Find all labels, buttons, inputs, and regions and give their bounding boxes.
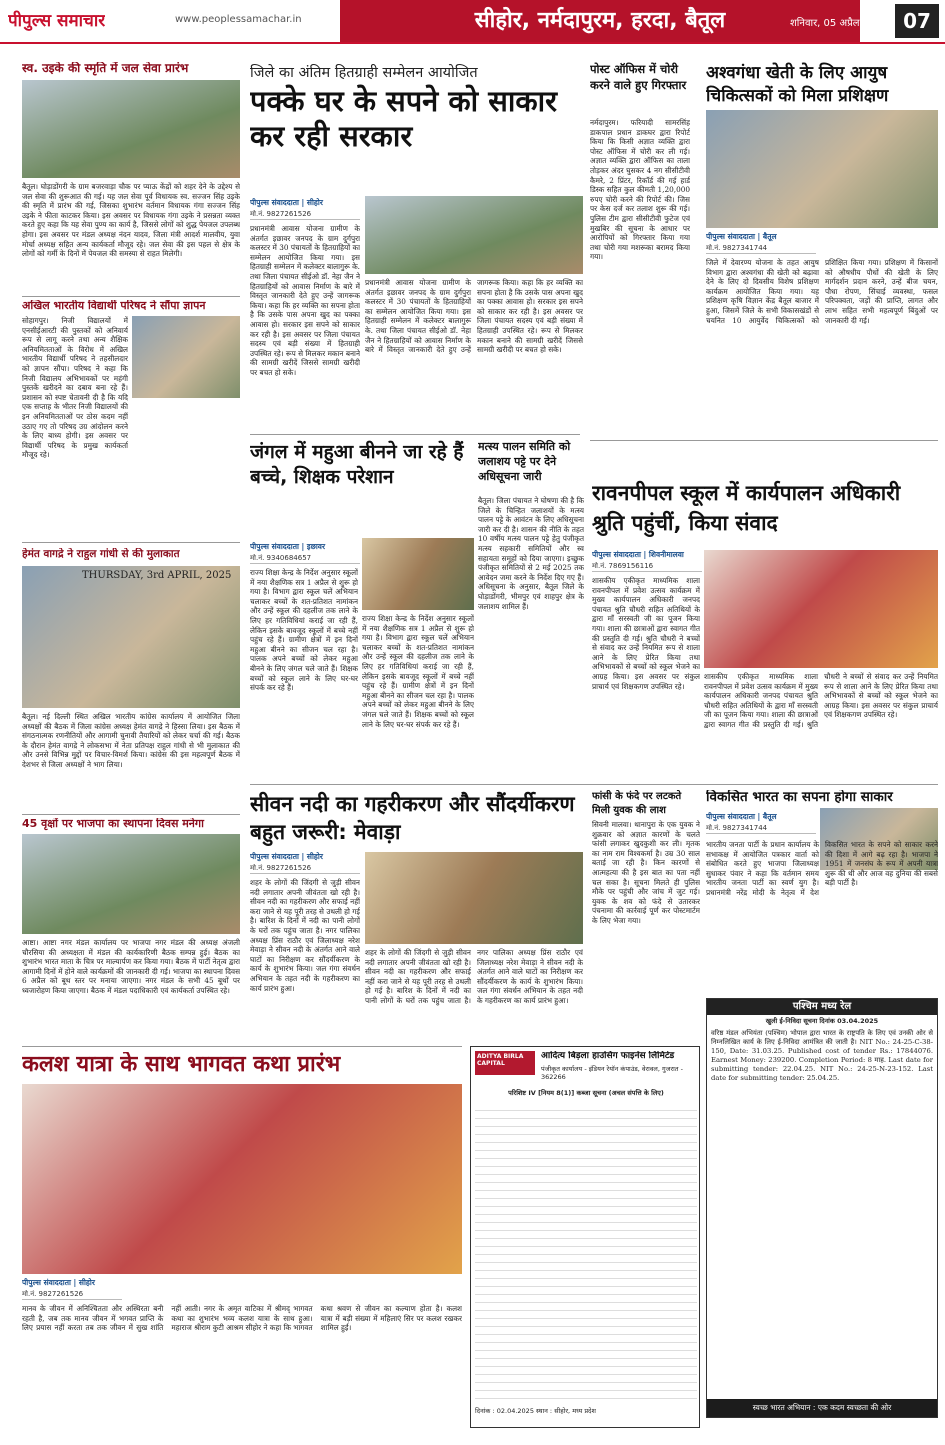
- hemant-photo-caption: THURSDAY, 3rd APRIL, 2025: [82, 570, 232, 581]
- aditya-birla-table: [475, 1103, 697, 1403]
- seevan-body: शहर के लोगों की जिंदगी से जुड़ी सीवन नदी लगातार अपनी जीवंतता खो रही है। सीवन नदी का गहरीकरण और सफाई नहीं करा जाने से यह पूरी तरह से उथली हो गई है। बारिश के दिनों में नदी का पानी लोगों के घरों तक पहुंच जाता है। नगर पालिका अध्यक्ष प्रिंस राठौर एवं जिलाध्यक्ष नरेश मेवाड़ा ने सीवन नदी के अंतर्गत आने वाले घाटों का निरीक्षण कर सौंदर्यीकरण के कार्य के शुभारंभ किया। जल गंगा संवर्धन अभियान के तहत नदी के गहरीकरण का कार्य प्रारंभ हुआ।: [250, 878, 360, 993]
- viksit-mobile: मो.नं. 9827341744: [706, 824, 816, 834]
- abvp-body: सोहागपुर। निजी विद्यालयों में एनसीईआरटी की पुस्तकों को अनिवार्य रूप से लागू करने तथा अन्य शैक्षिक अनियमितताओं के विरोध में अखिल भारतीय विद्यार्थी परिषद ने तहसीलदार को ज्ञापन सौंपा। परिषद ने कहा कि निजी विद्यालय अभिभावकों पर महंगी पुस्तकें खरीदने का दबाव बना रहे हैं। प्रशासन को स्पष्ट चेतावनी दी है कि यदि एक सप्ताह के भीतर निजी विद्यालयों की इन अनियमितताओं पर ठोस कदम नहीं उठाए गए तो परिषद उग्र आंदोलन करने के लिए बाध्य होगी। इस अवसर पर विद्यार्थी परिषद के प्रमुख कार्यकर्ता मौजूद रहे।: [22, 316, 128, 460]
- divider: [22, 296, 240, 297]
- matsya-headline: मत्स्य पालन समिति को जलाशय पट्टे पर देने अधिसूचना जारी: [478, 440, 571, 483]
- kalash-headline: कलश यात्रा के साथ भागवत कथा प्रारंभ: [22, 1052, 341, 1077]
- railway-slogan: स्वच्छ भारत अभियान : एक कदम स्वच्छता की ओर: [707, 1399, 937, 1417]
- post-office-body: नर्मदापुरम। फरियादी सामरसिंह डाकपाल प्रधान डाकघर द्वारा रिपोर्ट किया कि किसी अज्ञात व्यक्ति द्वारा पोस्ट ऑफिस में चोरी कर ली गई। अज्ञात व्यक्ति द्वारा ऑफिस का ताला तोड़कर अंदर घुसकर 4 नग सीसीटीवी कैमरे, 2 प्रिंटर, रिकॉर्ड की गई हार्ड डिस्क सहित कुल कीमती 1,20,000 रुपए चोरी करने की रिपोर्ट की। जिस पर केस दर्ज कर तलाश शुरू की गई। पुलिस टीम द्वारा सीसीटीवी फुटेज एवं मुखबिर की सूचना के आधार पर आरोपियों को गिरफ्तार किया गया तथा चोरी गया मशरूका बरामद किया गया।: [590, 118, 690, 262]
- byline-location: सीहोर: [78, 1278, 95, 1287]
- kalash-photo: [22, 1084, 462, 1274]
- aditya-birla-title: आदित्य बिड़ला हाउसिंग फाइनेंस लिमिटेड: [541, 1051, 675, 1061]
- ravanpipal-headline: रावनपीपल स्कूल में कार्यपालन अधिकारी श्रुति पहुंचीं, किया संवाद: [592, 481, 901, 536]
- byline-name: पीपुल्स संवाददाता: [250, 542, 299, 551]
- jal-seva-photo: [22, 80, 240, 178]
- seevan-body-cont: शहर के लोगों की जिंदगी से जुड़ी सीवन नदी लगातार अपनी जीवंतता खो रही है। सीवन नदी का गहरीकरण और सफाई नहीं करा जाने से यह पूरी तरह से उथली हो गई है। बारिश के दिनों में नदी का पानी लोगों के घरों तक पहुंच जाता है। नगर पालिका अध्यक्ष प्रिंस राठौर एवं जिलाध्यक्ष नरेश मेवाड़ा ने सीवन नदी के अंतर्गत आने वाले घाटों का निरीक्षण कर सौंदर्यीकरण के कार्य के शुभारंभ किया। जल गंगा संवर्धन अभियान के तहत नदी के गहरीकरण का कार्य प्रारंभ हुआ।: [365, 948, 583, 1005]
- seevan-photo: [365, 852, 583, 944]
- railway-body: वरिष्ठ मंडल अभियंता (पश्चिम) भोपाल द्वारा भारत के राष्ट्रपति के लिए एवं उनकी ओर से निम्नलिखित कार्य के लिए ई-निविदा आमंत्रित की जाती है। NIT No.: 24-25-C-38-150, Date: 31.03.25. Published cost of tender Rs.: 17844076. Earnest Money: 239200. Completion Period: 8 माह. Last date for submitting tender: 22.04.25. NIT No.: 24-25-N-23-152. Last date for submitting tender: 25.04.25.: [711, 1029, 933, 1082]
- ashwagandha-byline: पीपुल्स संवाददाता | बैतूल: [706, 232, 777, 241]
- aditya-birla-subtitle: पंजीकृत कार्यालय - इंडियन रेयॉन कंपाउंड, वेरावल, गुजरात - 362266: [541, 1065, 683, 1081]
- seevan-headline: सीवन नदी का गहरीकरण और सौंदर्यीकरण बहुत जरूरी: मेवाड़ा: [250, 792, 575, 845]
- divider: [22, 542, 240, 543]
- railway-subheader: खुली ई-निविदा सूचना दिनांक 03.04.2025: [765, 1017, 879, 1025]
- ravanpipal-body: शासकीय एकीकृत माध्यमिक शाला रावनपीपल में प्रवेश उत्सव कार्यक्रम में मुख्य कार्यपालन अधिकारी जनपद पंचायत श्रुति चौधरी सहित अतिथियों के द्वारा माँ सरस्वती जी का पूजन किया गया। शाला की छात्राओं द्वारा स्वागत गीत की प्रस्तुति दी गई। श्रुति चौधरी ने बच्चों से संवाद कर उन्हें नियमित रूप से शाला आने के लिए प्रेरित किया तथा अभिभावकों से बच्चों को स्कूल भेजने का आग्रह किया। इस अवसर पर संकुल प्राचार्य एवं शिक्षकगण उपस्थित रहे।: [592, 576, 700, 691]
- ashwagandha-headline: अश्वगंधा खेती के लिए आयुष चिकित्सकों को मिला प्रशिक्षण: [706, 63, 889, 106]
- post-office-headline: पोस्ट ऑफिस में चोरी करने वाले हुए गिरफ्तार: [590, 62, 687, 92]
- hemant-photo: [22, 566, 240, 708]
- divider: [250, 784, 938, 785]
- pakke-ghar-headline: पक्के घर के सपने को साकार कर रही सरकार: [250, 84, 558, 153]
- aditya-birla-footer: दिनांक : 02.04.2025 स्थान : सीहोर, मध्य प्रदेश: [475, 1407, 596, 1415]
- fansi-headline: फांसी के फंदे पर लटकते मिली युवक की लाश: [592, 791, 682, 816]
- hemant-body: बैतूल। नई दिल्ली स्थित अखिल भारतीय कांग्रेस कार्यालय में आयोजित जिला अध्यक्षों की बैठक में जिला कांग्रेस अध्यक्ष हेमंत वागद्रे ने हिस्सा लिया। इस बैठक में संगठनात्मक रणनीतियों और आगामी चुनावी तैयारियों को लेकर चर्चा की गई। बैठक के दौरान हेमंत वागद्रे ने लोकसभा में नेता प्रतिपक्ष राहुल गांधी से भी मुलाकात की और उनसे विभिन्न मुद्दों पर विचार-विमर्श किया। कांग्रेस की इस महत्वपूर्ण बैठक में देशभर से जिला अध्यक्षों ने भाग लिया।: [22, 712, 240, 769]
- edition-banner: सीहोर, नर्मदापुरम, हरदा, बैतूल: [340, 0, 860, 42]
- mahua-byline: पीपुल्स संवाददाता | इछावर: [250, 542, 326, 551]
- byline-name: पीपुल्स संवाददाता: [250, 198, 299, 207]
- ravanpipal-photo: [704, 550, 938, 668]
- mahua-body-cont: राज्य शिक्षा केन्द्र के निर्देश अनुसार स्कूलों में नया शैक्षणिक सत्र 1 अप्रैल से शुरू हो गया है। विभाग द्वारा स्कूल चलें अभियान चलाकर बच्चों के शत-प्रतिशत नामांकन और उन्हें स्कूल की दहलीज तक लाने के लिए हर गतिविधियां कराई जा रही हैं, लेकिन इसके बावजूद स्कूलों में बच्चे नहीं पहुंच रहे हैं। ग्रामीण क्षेत्रों में इन दिनों महुआ बीनने का सीजन चल रहा है। पालक अपने बच्चों को लेकर महुआ बीनने के लिए जंगल चले जाते हैं। शिक्षक बच्चों को स्कूल लाने के लिए घर-घर संपर्क कर रहे हैं।: [362, 614, 474, 729]
- viksit-headline: विकसित भारत का सपना होगा साकार: [706, 790, 893, 805]
- divider: [22, 1046, 462, 1047]
- byline-name: पीपुल्स संवाददाता: [706, 232, 755, 241]
- ashwagandha-body: जिले में देवारण्य योजना के तहत आयुष विभाग द्वारा अश्वगंधा की खेती को बढ़ावा देने के लिए दो दिवसीय विशेष प्रशिक्षण कार्यक्रम आयोजित किया गया। यह प्रशिक्षण कृषि विज्ञान केंद्र बैतूल बाजार में हुआ, जिसमें जिले के सभी विकासखंडों से चयनित 10 आयुर्वेद चिकित्सकों को प्रशिक्षित किया गया। प्रशिक्षण में किसानों को औषधीय पौधों की खेती के लिए मार्गदर्शन प्रदान करने, उन्हें बीज चयन, पौधा रोपण, सिंचाई व्यवस्था, फसल परिपक्वता, जड़ों की प्राप्ति, लागत और लाभ सहित सभी महत्वपूर्ण बिंदुओं पर जानकारी दी गई।: [706, 258, 938, 325]
- seevan-mobile: मो.नं. 9827261526: [250, 864, 360, 874]
- newspaper-logo: पीपुल्स समाचार: [8, 11, 106, 31]
- mahua-headline: जंगल में महुआ बीनने जा रहे हैं बच्चे, शिक्षक परेशान: [250, 441, 464, 488]
- aditya-birla-ad: [470, 1046, 700, 1428]
- ravanpipal-mobile: मो.नं. 7869156116: [592, 562, 702, 572]
- jal-seva-body: बैतूल। घोड़ाडोंगरी के ग्राम बजरवाड़ा चौक पर प्याऊ केंद्रों को शहर देने के उद्देश्य से जल सेवा की शुरूआत की गई। यह जल सेवा पूर्व विधायक स्व. सज्जन सिंह उइके की स्मृति में प्रारंभ की गई, जिसका शुभारंभ वर्तमान विधायक गंगा सज्जन सिंह उइके ने फीता काटकर किया। इस अवसर पर विधायक गंगा उइके ने प्रसन्नता व्यक्त करते हुए कहा कि यह सेवा पुण्य का कार्य है, जिससे लोगों को शुद्ध पेयजल उपलब्ध होगा। इस अवसर पर मंडल अध्यक्ष नंदन यादव, जिला मंत्री आदर्श मालवीय, युवा मोर्चा अध्यक्ष सहित अन्य कार्यकर्ता मौजूद रहे। जल सेवा की इस पहल से क्षेत्र के लोगों को गर्मी के दिनों में पेयजल की समस्या से राहत मिलेगी।: [22, 182, 240, 259]
- mahua-photo: [362, 538, 474, 610]
- viksit-byline: पीपुल्स संवाददाता | बैतूल: [706, 812, 777, 821]
- abvp-headline: अखिल भारतीय विद्यार्थी परिषद ने सौंपा ज्ञापन: [22, 300, 206, 312]
- railway-header: पश्चिम मध्य रेल: [707, 999, 937, 1015]
- byline-location: सीहोर: [306, 198, 323, 207]
- page-number: 07: [895, 4, 939, 38]
- kalash-mobile: मो.नं. 9827261526: [22, 1290, 122, 1300]
- hemant-headline: हेमंत वागद्रे ने राहुल गांधी से की मुलाकात: [22, 548, 180, 560]
- viksit-body: भारतीय जनता पार्टी के प्रधान कार्यालय के सभाकक्ष में आयोजित पत्रकार वार्ता को संबोधित करते हुए भाजपा जिलाध्यक्ष सुधाकर पंवार ने कहा कि वर्तमान समय भारतीय जनता पार्टी का स्वर्ण युग है। प्रधानमंत्री नरेंद्र मोदी के नेतृत्व में देश विकसित भारत के सपने को साकार करने की दिशा में आगे बढ़ रहा है। भाजपा ने 1951 में जनसंघ के रूप में अपनी यात्रा शुरू की थी और आज वह दुनिया की सबसे बड़ी पार्टी है।: [706, 840, 938, 897]
- pakke-ghar-photo: [365, 196, 583, 274]
- edition-date: शनिवार, 05 अप्रैल 2025: [790, 18, 889, 29]
- masthead: [0, 0, 945, 44]
- kalash-byline: पीपुल्स संवाददाता | सीहोर: [22, 1278, 95, 1287]
- pakke-ghar-mobile: मो.नं. 9827261526: [250, 210, 360, 220]
- byline-location: इछावर: [306, 542, 326, 551]
- matsya-body: बैतूल। जिला पंचायत ने घोषणा की है कि जिले के चिन्हित जलाशयों के मत्स्य पालन पट्टे के आवंटन के लिए अधिसूचना जारी कर दी है। शासन की नीति के तहत 10 वर्षीय मत्स्य पालन पट्टे हेतु पंजीकृत मत्स्य सहकारी समितियों और स्व सहायता समूहों को दिया जाएगा। इच्छुक पंजीकृत समितियों से 2 मई 2025 तक आवेदन जमा करने के निर्देश दिए गए हैं। अधिसूचना के अनुसार, बैतूल जिले के घोड़ाडोंगरी, भीमपुर एवं शाहपुर क्षेत्र के जलाशय शामिल हैं।: [478, 496, 584, 611]
- sthapna-body: आष्टा। आष्टा नगर मंडल कार्यालय पर भाजपा नगर मंडल की अध्यक्ष अंजली चौरसिया की अध्यक्षता में मंडल की कार्यकारिणी बैठक सम्पन्न हुई। बैठक का शुभारंभ भारत माता के चित्र पर माल्यार्पण कर किया गया। बैठक में पार्टी नेतृत्व द्वारा आगामी दिनों में होने वाले कार्यक्रमों की जानकारी दी गई। भाजपा का स्थापना दिवस 6 अप्रैल को बूथ स्तर पर मनाया जाएगा। नगर मंडल के सभी 45 बूथों पर ध्वजारोहण किया जाएगा। बैठक में मंडल पदाधिकारी एवं कार्यकर्ता उपस्थित रहे।: [22, 938, 240, 995]
- divider: [590, 440, 938, 441]
- railway-tender-ad: [706, 998, 938, 1418]
- byline-location: बैतूल: [762, 232, 777, 241]
- website-link[interactable]: www.peoplessamachar.in: [175, 14, 302, 25]
- ravanpipal-body-cont: शासकीय एकीकृत माध्यमिक शाला रावनपीपल में प्रवेश उत्सव कार्यक्रम में मुख्य कार्यपालन अधिकारी जनपद पंचायत श्रुति चौधरी सहित अतिथियों के द्वारा माँ सरस्वती जी का पूजन किया गया। शाला की छात्राओं द्वारा स्वागत गीत की प्रस्तुति दी गई। श्रुति चौधरी ने बच्चों से संवाद कर उन्हें नियमित रूप से शाला आने के लिए प्रेरित किया तथा अभिभावकों से बच्चों को स्कूल भेजने का आग्रह किया। इस अवसर पर संकुल प्राचार्य एवं शिक्षकगण उपस्थित रहे।: [704, 672, 938, 729]
- abvp-photo: [132, 316, 240, 398]
- divider: [22, 814, 240, 815]
- mahua-body: राज्य शिक्षा केन्द्र के निर्देश अनुसार स्कूलों में नया शैक्षणिक सत्र 1 अप्रैल से शुरू हो गया है। विभाग द्वारा स्कूल चलें अभियान चलाकर बच्चों के शत-प्रतिशत नामांकन और उन्हें स्कूल की दहलीज तक लाने के लिए हर गतिविधियां कराई जा रही हैं, लेकिन इसके बावजूद स्कूलों में बच्चे नहीं पहुंच रहे हैं। ग्रामीण क्षेत्रों में इन दिनों महुआ बीनने का सीजन चल रहा है। पालक अपने बच्चों को लेकर महुआ बीनने के लिए जंगल चले जाते हैं। शिक्षक बच्चों को स्कूल लाने के लिए घर-घर संपर्क कर रहे हैं।: [250, 568, 358, 693]
- fansi-body: सिवनी मालवा। थानापुरा के एक युवक ने शुक्रवार को अज्ञात कारणों के चलते फांसी लगाकर खुदकुशी कर ली। मृतक का नाम राम विश्वकर्मा है। उम्र 30 साल बताई जा रही है। किन कारणों से आत्महत्या की है इस बात का पता नहीं चल सका है। सूचना मिलते ही पुलिस मौके पर पहुंची और जांच में जुट गई। युवक के शव को फंदे से उतारकर पंचनामा की कार्रवाई पूर्ण कर पोस्टमार्टम के लिए भेजा गया।: [592, 820, 700, 925]
- byline-location: बैतूल: [762, 812, 777, 821]
- kalash-body: मानव के जीवन में अनिश्चितता और अस्थिरता बनी रहती है, जब तक मानव जीवन में भगवत प्राप्ति के लिए प्रयास नहीं करता तब तक जीवन में सुख शांति नहीं आती। नगर के अमृत वाटिका में श्रीमद् भागवत कथा का शुभारंभ भव्य कलश यात्रा के साथ हुआ। महाराज श्रीराम कुटी आश्रम सीहोर ने कहा कि भागवत कथा श्रवण से जीवन का कल्याण होता है। कलश यात्रा में बड़ी संख्या में महिलाएं सिर पर कलश रखकर शामिल हुईं।: [22, 1304, 462, 1333]
- pakke-ghar-byline: पीपुल्स संवाददाता | सीहोर: [250, 198, 323, 207]
- byline-name: पीपुल्स संवाददाता: [22, 1278, 71, 1287]
- ashwagandha-mobile: मो.नं. 9827341744: [706, 244, 816, 254]
- aditya-birla-logo: ADITYA BIRLA CAPITAL: [475, 1051, 535, 1075]
- seevan-byline: पीपुल्स संवाददाता | सीहोर: [250, 852, 323, 861]
- byline-name: पीपुल्स संवाददाता: [250, 852, 299, 861]
- divider: [250, 434, 580, 435]
- byline-name: पीपुल्स संवाददाता: [592, 550, 641, 559]
- sthapna-photo: [22, 834, 240, 934]
- pakke-ghar-body-cont: प्रधानमंत्री आवास योजना ग्रामीण के अंतर्गत इछावर जनपद के ग्राम दुर्गपुरा कलस्टर में 30 पंचायतों के हितग्राहियों का सम्मेलन आयोजित किया गया। इस हितग्राही सम्मेलन में कलेक्टर बालागुरू के. तथा जिला पंचायत सीईओ डॉ. नेहा जैन ने हितग्राहियों को आवास निर्माण के बारे में विस्तृत जानकारी देते हुए उन्हें जागरूक किया। कहा कि हर व्यक्ति का सपना होता है कि उसके पास अपना खुद का पक्का आवास हो। सरकार इस सपने को साकार कर रही है। इस अवसर पर जिला पंचायत सदस्य एवं बड़ी संख्या में हितग्राही उपस्थित रहे। रूप से मिलकर मकान बनाने की सामग्री खरीदें जिससे सामग्री खरीदी पर बचत हो सके।: [365, 278, 583, 355]
- jal-seva-headline: स्व. उइके की स्मृति में जल सेवा प्रारंभ: [22, 62, 189, 75]
- sthapna-headline: 45 वृक्षों पर भाजपा का स्थापना दिवस मनेगा: [22, 818, 204, 830]
- byline-name: पीपुल्स संवाददाता: [706, 812, 755, 821]
- ravanpipal-byline: पीपुल्स संवाददाता | शिवनीमालवा: [592, 550, 684, 559]
- byline-location: शिवनीमालवा: [648, 550, 684, 559]
- pakke-ghar-body: प्रधानमंत्री आवास योजना ग्रामीण के अंतर्गत इछावर जनपद के ग्राम दुर्गपुरा कलस्टर में 30 पंचायतों के हितग्राहियों का सम्मेलन आयोजित किया गया। इस हितग्राही सम्मेलन में कलेक्टर बालागुरू के. तथा जिला पंचायत सीईओ डॉ. नेहा जैन ने हितग्राहियों को आवास निर्माण के बारे में विस्तृत जानकारी देते हुए उन्हें जागरूक किया। कहा कि हर व्यक्ति का सपना होता है कि उसके पास अपना खुद का पक्का आवास हो। सरकार इस सपने को साकार कर रही है। इस अवसर पर जिला पंचायत सदस्य एवं बड़ी संख्या में हितग्राही उपस्थित रहे। रूप से मिलकर मकान बनाने की सामग्री खरीदें जिससे सामग्री खरीदी पर बचत हो सके।: [250, 224, 360, 377]
- mahua-mobile: मो.नं. 9340684657: [250, 554, 360, 564]
- ashwagandha-photo: [706, 110, 938, 228]
- byline-location: सीहोर: [306, 852, 323, 861]
- pakke-ghar-kicker: जिले का अंतिम हितग्राही सम्मेलन आयोजित: [250, 65, 478, 81]
- aditya-birla-notice: परिशिष्ट IV [नियम 8(1)] कब्जा सूचना (अचल संपत्ति के लिए): [508, 1089, 664, 1097]
